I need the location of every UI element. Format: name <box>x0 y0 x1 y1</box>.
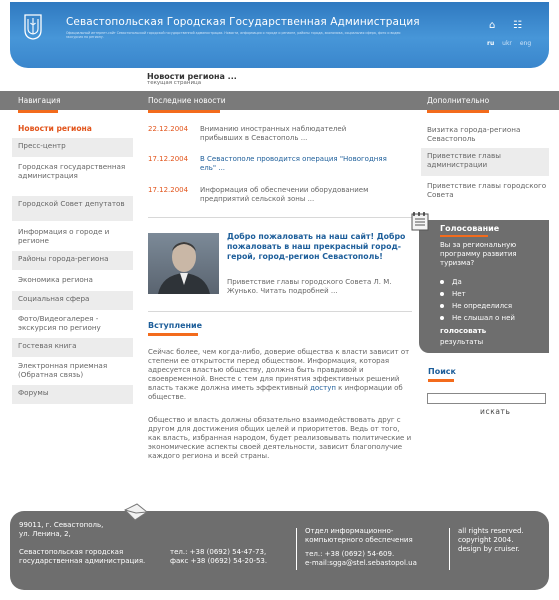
intro-heading: Вступление <box>148 321 203 330</box>
accent-line <box>440 235 488 237</box>
search-input[interactable] <box>427 393 546 404</box>
poll-results-link[interactable]: результаты <box>440 338 484 346</box>
lang-ru[interactable]: ru <box>487 40 495 47</box>
welcome-title[interactable]: Добро пожаловать на наш сайт! Добро пожаловать в наш прекрасный город-герой, город-регион Севастополь! <box>227 232 406 261</box>
right-link-city-card[interactable]: Визитка города-региона Севастополь <box>427 125 521 143</box>
lang-ukr[interactable]: ukr <box>502 40 512 47</box>
news-column-heading: Последние новости <box>148 96 226 105</box>
footer-email-link[interactable]: e-mail:sgga@stel.sebastopol.ua <box>305 559 417 567</box>
poll-option-no[interactable]: Нет <box>440 290 466 298</box>
footer-dept-contacts: тел.: +38 (0692) 54-609. e-mail:sgga@stel.sebastopol.ua <box>305 550 417 567</box>
envelope-icon <box>123 502 149 524</box>
footer-department: Отдел информационно- компьютерного обеспечения <box>305 527 413 544</box>
lang-eng[interactable]: eng <box>519 40 532 47</box>
nav-item-forums[interactable]: Форумы <box>12 385 133 404</box>
person-icon <box>148 233 219 294</box>
accent-line <box>148 110 220 113</box>
radio-button[interactable] <box>440 280 444 284</box>
right-link-council-greeting[interactable]: Приветствие главы городского Совета <box>427 181 547 199</box>
accent-line <box>148 333 198 336</box>
radio-button[interactable] <box>440 316 444 320</box>
site-description: Официальный интернет-сайт Севастопольской городской государственной администрации. Новости, информация о городе и регионе, районы города, экономика, социальная сфера, фото и видео экскурсия по региону. <box>66 31 401 39</box>
home-icon[interactable]: ⌂ <box>489 20 496 31</box>
poll-title: Голосование <box>440 224 500 233</box>
right-column-heading: Дополнительно <box>427 96 490 105</box>
news-date: 17.12.2004 <box>148 155 189 163</box>
site-title: Севастопольская Городская Государственная Администрация <box>66 16 420 28</box>
accent-line <box>18 110 58 113</box>
intro-paragraph-2: Общество и власть должны обязательно взаимодействовать друг с другом для достижения общих целей и приоритетов. Ведь от того, как власть, избранная народом, будет реализовывать политические и экономические аспекты своей деятельности, зависит благополучие каждого региона и всей страны. <box>148 416 412 460</box>
accent-line <box>427 110 489 113</box>
nav-item-economy[interactable]: Экономика региона <box>12 272 133 290</box>
news-date: 17.12.2004 <box>148 186 189 194</box>
nav-item-districts[interactable]: Районы города-региона <box>12 251 133 270</box>
current-page-subtitle: текущая страница <box>147 80 202 86</box>
poll-question: Вы за региональную программу развития туризма? <box>440 241 517 267</box>
portrait-photo[interactable] <box>148 233 219 294</box>
footer-address: 99011, г. Севастополь, ул. Ленина, 2, <box>19 521 104 538</box>
access-link[interactable]: доступ <box>310 384 336 392</box>
right-link-admin-greeting[interactable]: Приветствие главы администрации <box>421 148 549 176</box>
radio-button[interactable] <box>440 304 444 308</box>
footer-organization: Севастопольская городская государственная администрация. <box>19 548 146 565</box>
nav-item-city-info[interactable]: Информация о городе и регионе <box>12 224 133 250</box>
news-headline[interactable]: Вниманию иностранных наблюдателей прибывших в Севастополь ... <box>200 125 347 142</box>
radio-button[interactable] <box>440 292 444 296</box>
nav-column-heading: Навигация <box>18 96 61 105</box>
divider <box>148 311 412 312</box>
divider <box>148 217 412 218</box>
accent-line <box>428 379 454 382</box>
sitemap-icon[interactable]: ☷ <box>513 20 522 31</box>
footer-divider <box>449 528 450 570</box>
search-button[interactable]: искать <box>480 407 511 416</box>
notepad-icon <box>410 212 432 232</box>
footer-copyright: all rights reserved. copyright 2004. design by cruiser. <box>458 527 524 553</box>
search-title: Поиск <box>428 367 456 376</box>
nav-item-administration[interactable]: Городская государственная администрация <box>12 159 133 195</box>
welcome-signature[interactable]: Приветствие главы городского Совета Л. М. Жунько. Читать подробней ... <box>227 278 392 295</box>
poll-option-undecided[interactable]: Не определился <box>440 302 512 310</box>
vote-button[interactable]: голосовать <box>440 326 487 335</box>
trident-emblem-icon <box>24 14 42 40</box>
poll-option-yes[interactable]: Да <box>440 278 462 286</box>
news-headline[interactable]: В Севастополе проводится операция "Новогодняя ель" ... <box>200 155 387 172</box>
footer-phones: тел.: +38 (0692) 54-47-73, факс +38 (0692) 54-20-53. <box>170 548 268 565</box>
nav-item-guestbook[interactable]: Гостевая книга <box>12 338 133 357</box>
news-date: 22.12.2004 <box>148 125 189 133</box>
news-headline[interactable]: Информация об обеспечении оборудованием предприятий сельской зоны ... <box>200 186 369 203</box>
intro-paragraph-1: Сейчас более, чем когда-либо, доверие общества к власти зависит от степени ее открытости перед обществом. Информация, которая адресуется властью обществу, должна быть правдивой и своевременной. Внесте с тем для принятия эффективных решений власть также должна иметь эффективный доступ к информации об обществе. <box>148 348 410 401</box>
nav-item-gallery[interactable]: Фото/Видеогалерея - экскурсия по региону <box>12 311 133 337</box>
nav-item-press-center[interactable]: Пресс-центр <box>12 138 133 157</box>
current-page-title: Новости региона ... <box>147 72 237 81</box>
nav-item-social[interactable]: Социальная сфера <box>12 291 133 310</box>
poll-option-not-heard[interactable]: Не слышал о ней <box>440 314 515 322</box>
nav-item-feedback[interactable]: Электронная приемная (Обратная связь) <box>12 358 133 383</box>
nav-item-region-news[interactable]: Новости региона <box>12 121 133 136</box>
footer-divider <box>296 528 297 570</box>
nav-item-city-council[interactable]: Городской Совет депутатов <box>12 196 133 221</box>
language-switcher <box>487 40 537 47</box>
